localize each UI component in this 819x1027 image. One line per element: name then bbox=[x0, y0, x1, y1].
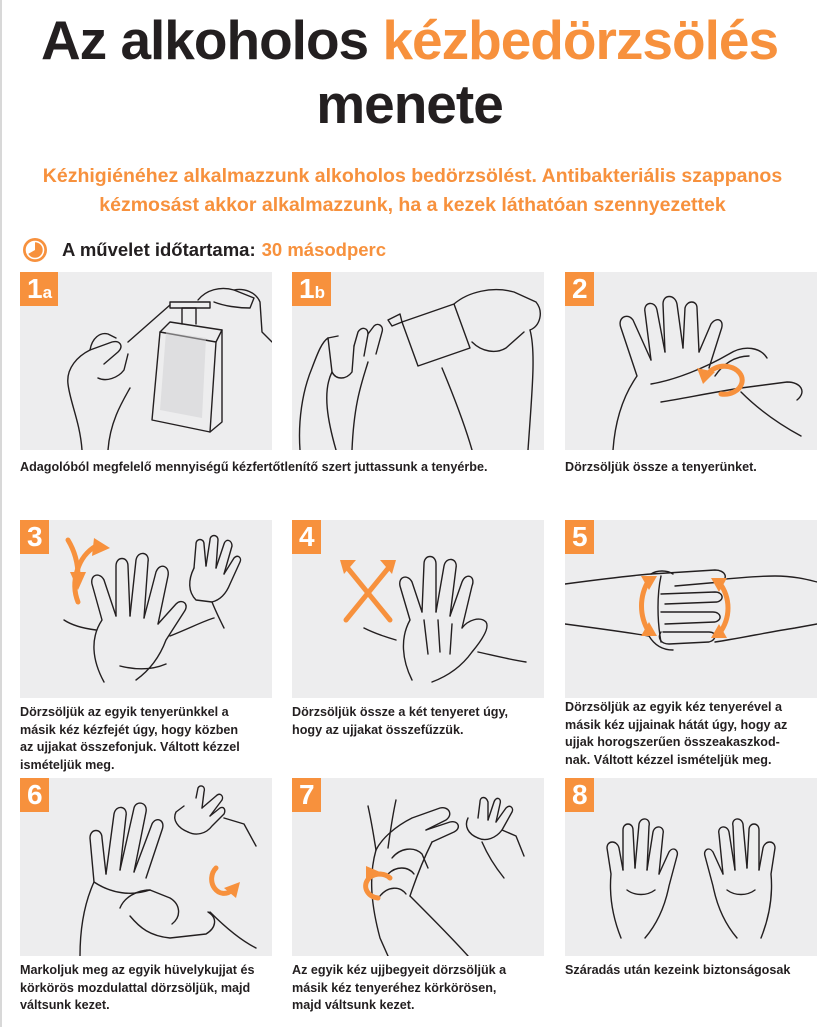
step-badge-8: 8 bbox=[565, 778, 594, 812]
step-badge-5: 5 bbox=[565, 520, 594, 554]
step-2-panel bbox=[565, 272, 817, 450]
step-8-panel bbox=[565, 778, 817, 956]
step-badge-7: 7 bbox=[292, 778, 321, 812]
step-badge-4: 4 bbox=[292, 520, 321, 554]
step-badge-3: 3 bbox=[20, 520, 49, 554]
step-5-panel bbox=[565, 520, 817, 698]
palm-rubbing-illustration bbox=[565, 272, 817, 450]
title-line2: menete bbox=[316, 73, 503, 135]
interlaced-fingers-illustration bbox=[292, 520, 544, 698]
subtitle-line2: kézmosást akkor alkalmazzunk, ha a kezek láthatóan szennyezettek bbox=[99, 194, 726, 216]
thumb-rotation-illustration bbox=[20, 778, 272, 956]
duration-label: A művelet időtartama: bbox=[62, 239, 256, 260]
step-1b-panel bbox=[292, 272, 544, 450]
step-4-panel bbox=[292, 520, 544, 698]
step-7-panel bbox=[292, 778, 544, 956]
step-badge-1a: 1a bbox=[20, 272, 58, 306]
step-1a-panel bbox=[20, 272, 272, 450]
subtitle-line1: Kézhigiénéhez alkalmazzunk alkoholos bedörzsölést. Antibakteriális szappanos bbox=[42, 165, 783, 187]
subtitle bbox=[40, 162, 785, 220]
caption-5: Dörzsöljük az egyik kéz tenyerével a másik kéz ujjainak hátát úgy, hogy az ujjak horogszerűen összeakaszkod- nak. Váltott kézzel ismételjük meg. bbox=[565, 700, 788, 767]
caption-2: Dörzsöljük össze a tenyerünket. bbox=[565, 460, 757, 474]
step-3-panel bbox=[20, 520, 272, 698]
title-plain: Az alkoholos bbox=[40, 9, 383, 71]
page-title bbox=[0, 8, 819, 136]
page-edge-line bbox=[0, 0, 2, 1027]
step-badge-1b: 1b bbox=[292, 272, 331, 306]
clock-icon bbox=[22, 237, 48, 263]
fingertips-palm-illustration bbox=[292, 778, 544, 956]
fingers-hooked-illustration bbox=[565, 520, 817, 698]
back-of-hand-illustration bbox=[20, 520, 272, 698]
caption-6: Markoljuk meg az egyik hüvelykujjat és körkörös mozdulattal dörzsöljük, majd váltsunk kezet. bbox=[20, 963, 255, 1012]
open-hands-illustration bbox=[565, 778, 817, 956]
caption-8: Száradás után kezeink biztonságosak bbox=[565, 963, 791, 977]
duration-value: 30 másodperc bbox=[261, 239, 387, 260]
title-accent: kézbedörzsölés bbox=[382, 9, 779, 71]
caption-1: Adagolóból megfelelő mennyiségű kézfertőtlenítő szert juttassunk a tenyérbe. bbox=[20, 460, 488, 474]
step-6-panel bbox=[20, 778, 272, 956]
step-badge-2: 2 bbox=[565, 272, 594, 306]
duration-row bbox=[22, 236, 386, 264]
caption-3: Dörzsöljük az egyik tenyerünkkel a másik kéz kézfejét úgy, hogy közben az ujjakat összefonjuk. Váltott kézzel ismételjük meg. bbox=[20, 705, 240, 772]
caption-4: Dörzsöljük össze a két tenyeret úgy, hogy az ujjakat összefűzzük. bbox=[292, 705, 509, 737]
step-badge-6: 6 bbox=[20, 778, 49, 812]
caption-7: Az egyik kéz ujjbegyeit dörzsöljük a másik kéz tenyeréhez körkörösen, majd váltsunk kezet. bbox=[292, 963, 507, 1012]
